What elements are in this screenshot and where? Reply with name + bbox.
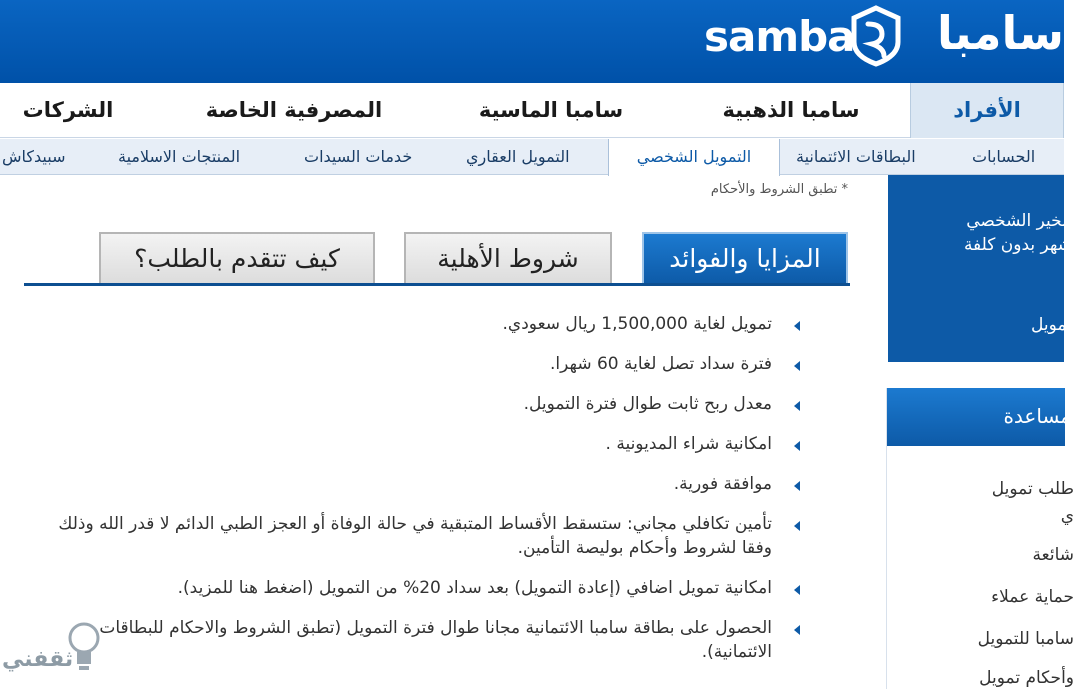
promo-line: تمويل — [1031, 315, 1072, 335]
list-item: فترة سداد تصل لغاية 60 شهرا. — [24, 352, 814, 376]
list-item: موافقة فورية. — [24, 472, 814, 496]
logo-latin-text: samba — [704, 12, 855, 61]
bullet-arrow-icon — [794, 585, 800, 595]
tab-how-to-apply[interactable]: كيف تتقدم بالطلب؟ — [99, 232, 375, 284]
features-list — [24, 312, 814, 680]
help-link[interactable]: سامبا للتمويل — [977, 629, 1074, 649]
samba-logo-mark-icon — [844, 4, 908, 68]
site-header — [0, 0, 1064, 83]
list-item: معدل ربح ثابت طوال فترة التمويل. — [24, 392, 814, 416]
promo-line: شهر بدون كلفة — [963, 235, 1072, 255]
tab-eligibility[interactable]: شروط الأهلية — [404, 232, 612, 284]
sub-tab-real-estate-finance[interactable]: التمويل العقاري — [466, 147, 570, 166]
watermark-text: ثقفني — [2, 647, 74, 672]
help-title: مساعدة — [1003, 404, 1071, 428]
sub-tab-personal-finance[interactable]: التمويل الشخصي — [608, 139, 780, 176]
sub-tab-accounts[interactable]: الحسابات — [972, 147, 1036, 166]
sub-tab-ladies-services[interactable]: خدمات السيدات — [304, 147, 413, 166]
sub-tab-credit-cards[interactable]: البطاقات الائتمانية — [796, 147, 916, 166]
main-tab-private-banking[interactable]: المصرفية الخاصة — [205, 98, 383, 122]
promo-line: الخير الشخصي — [966, 211, 1072, 231]
help-link[interactable]: شائعة — [1032, 545, 1074, 565]
list-item: تمويل لغاية 1,500,000 ريال سعودي. — [24, 312, 814, 336]
terms-note: * تطبق الشروط والأحكام — [710, 182, 848, 197]
help-link[interactable]: طلب تمويل — [991, 479, 1074, 499]
list-item: الحصول على بطاقة سامبا الائتمانية مجانا طوال فترة التمويل (تطبق الشروط والاحكام للبطاقات الائتمانية). — [24, 616, 814, 664]
sub-navigation — [0, 139, 1064, 175]
sub-tab-islamic-products[interactable]: المنتجات الاسلامية — [118, 147, 241, 166]
sidebar-help-box — [886, 388, 1074, 689]
bullet-arrow-icon — [794, 401, 800, 411]
help-header — [887, 388, 1071, 446]
list-item: تأمين تكافلي مجاني: ستسقط الأقساط المتبقية في حالة الوفاة أو العجز الطبي الدائم لا قدر الله وذلك وفقا لشروط وأحكام بوليصة التأمين. — [24, 512, 814, 560]
watermark-logo — [0, 612, 110, 689]
main-tab-diamond[interactable]: سامبا الماسية — [478, 98, 624, 122]
main-tab-individuals[interactable]: الأفراد — [910, 83, 1064, 138]
samba-logo[interactable] — [704, 0, 1064, 83]
help-link[interactable]: حماية عملاء — [991, 587, 1074, 607]
bullet-arrow-icon — [794, 321, 800, 331]
tab-benefits[interactable]: المزايا والفوائد — [642, 232, 848, 284]
logo-arabic-text: سامبا — [936, 6, 1064, 60]
bullet-arrow-icon — [794, 361, 800, 371]
main-tab-corporate[interactable]: الشركات — [22, 98, 114, 122]
list-item[interactable]: امكانية تمويل اضافي (إعادة التمويل) بعد سداد 20% من التمويل (اضغط هنا للمزيد). — [24, 576, 814, 600]
list-item: امكانية شراء المديونية . — [24, 432, 814, 456]
main-tab-gold[interactable]: سامبا الذهبية — [722, 98, 860, 122]
tabs-underline — [24, 283, 850, 286]
bullet-arrow-icon — [794, 441, 800, 451]
main-navigation — [0, 83, 1064, 138]
bullet-arrow-icon — [794, 625, 800, 635]
bullet-arrow-icon — [794, 521, 800, 531]
help-link[interactable]: ي — [1060, 506, 1074, 526]
sub-tab-speedcash[interactable]: سبيدكاش — [2, 147, 66, 166]
bullet-arrow-icon — [794, 481, 800, 491]
help-link[interactable]: وأحكام تمويل — [979, 668, 1074, 688]
sidebar-promo-box[interactable] — [888, 175, 1072, 362]
